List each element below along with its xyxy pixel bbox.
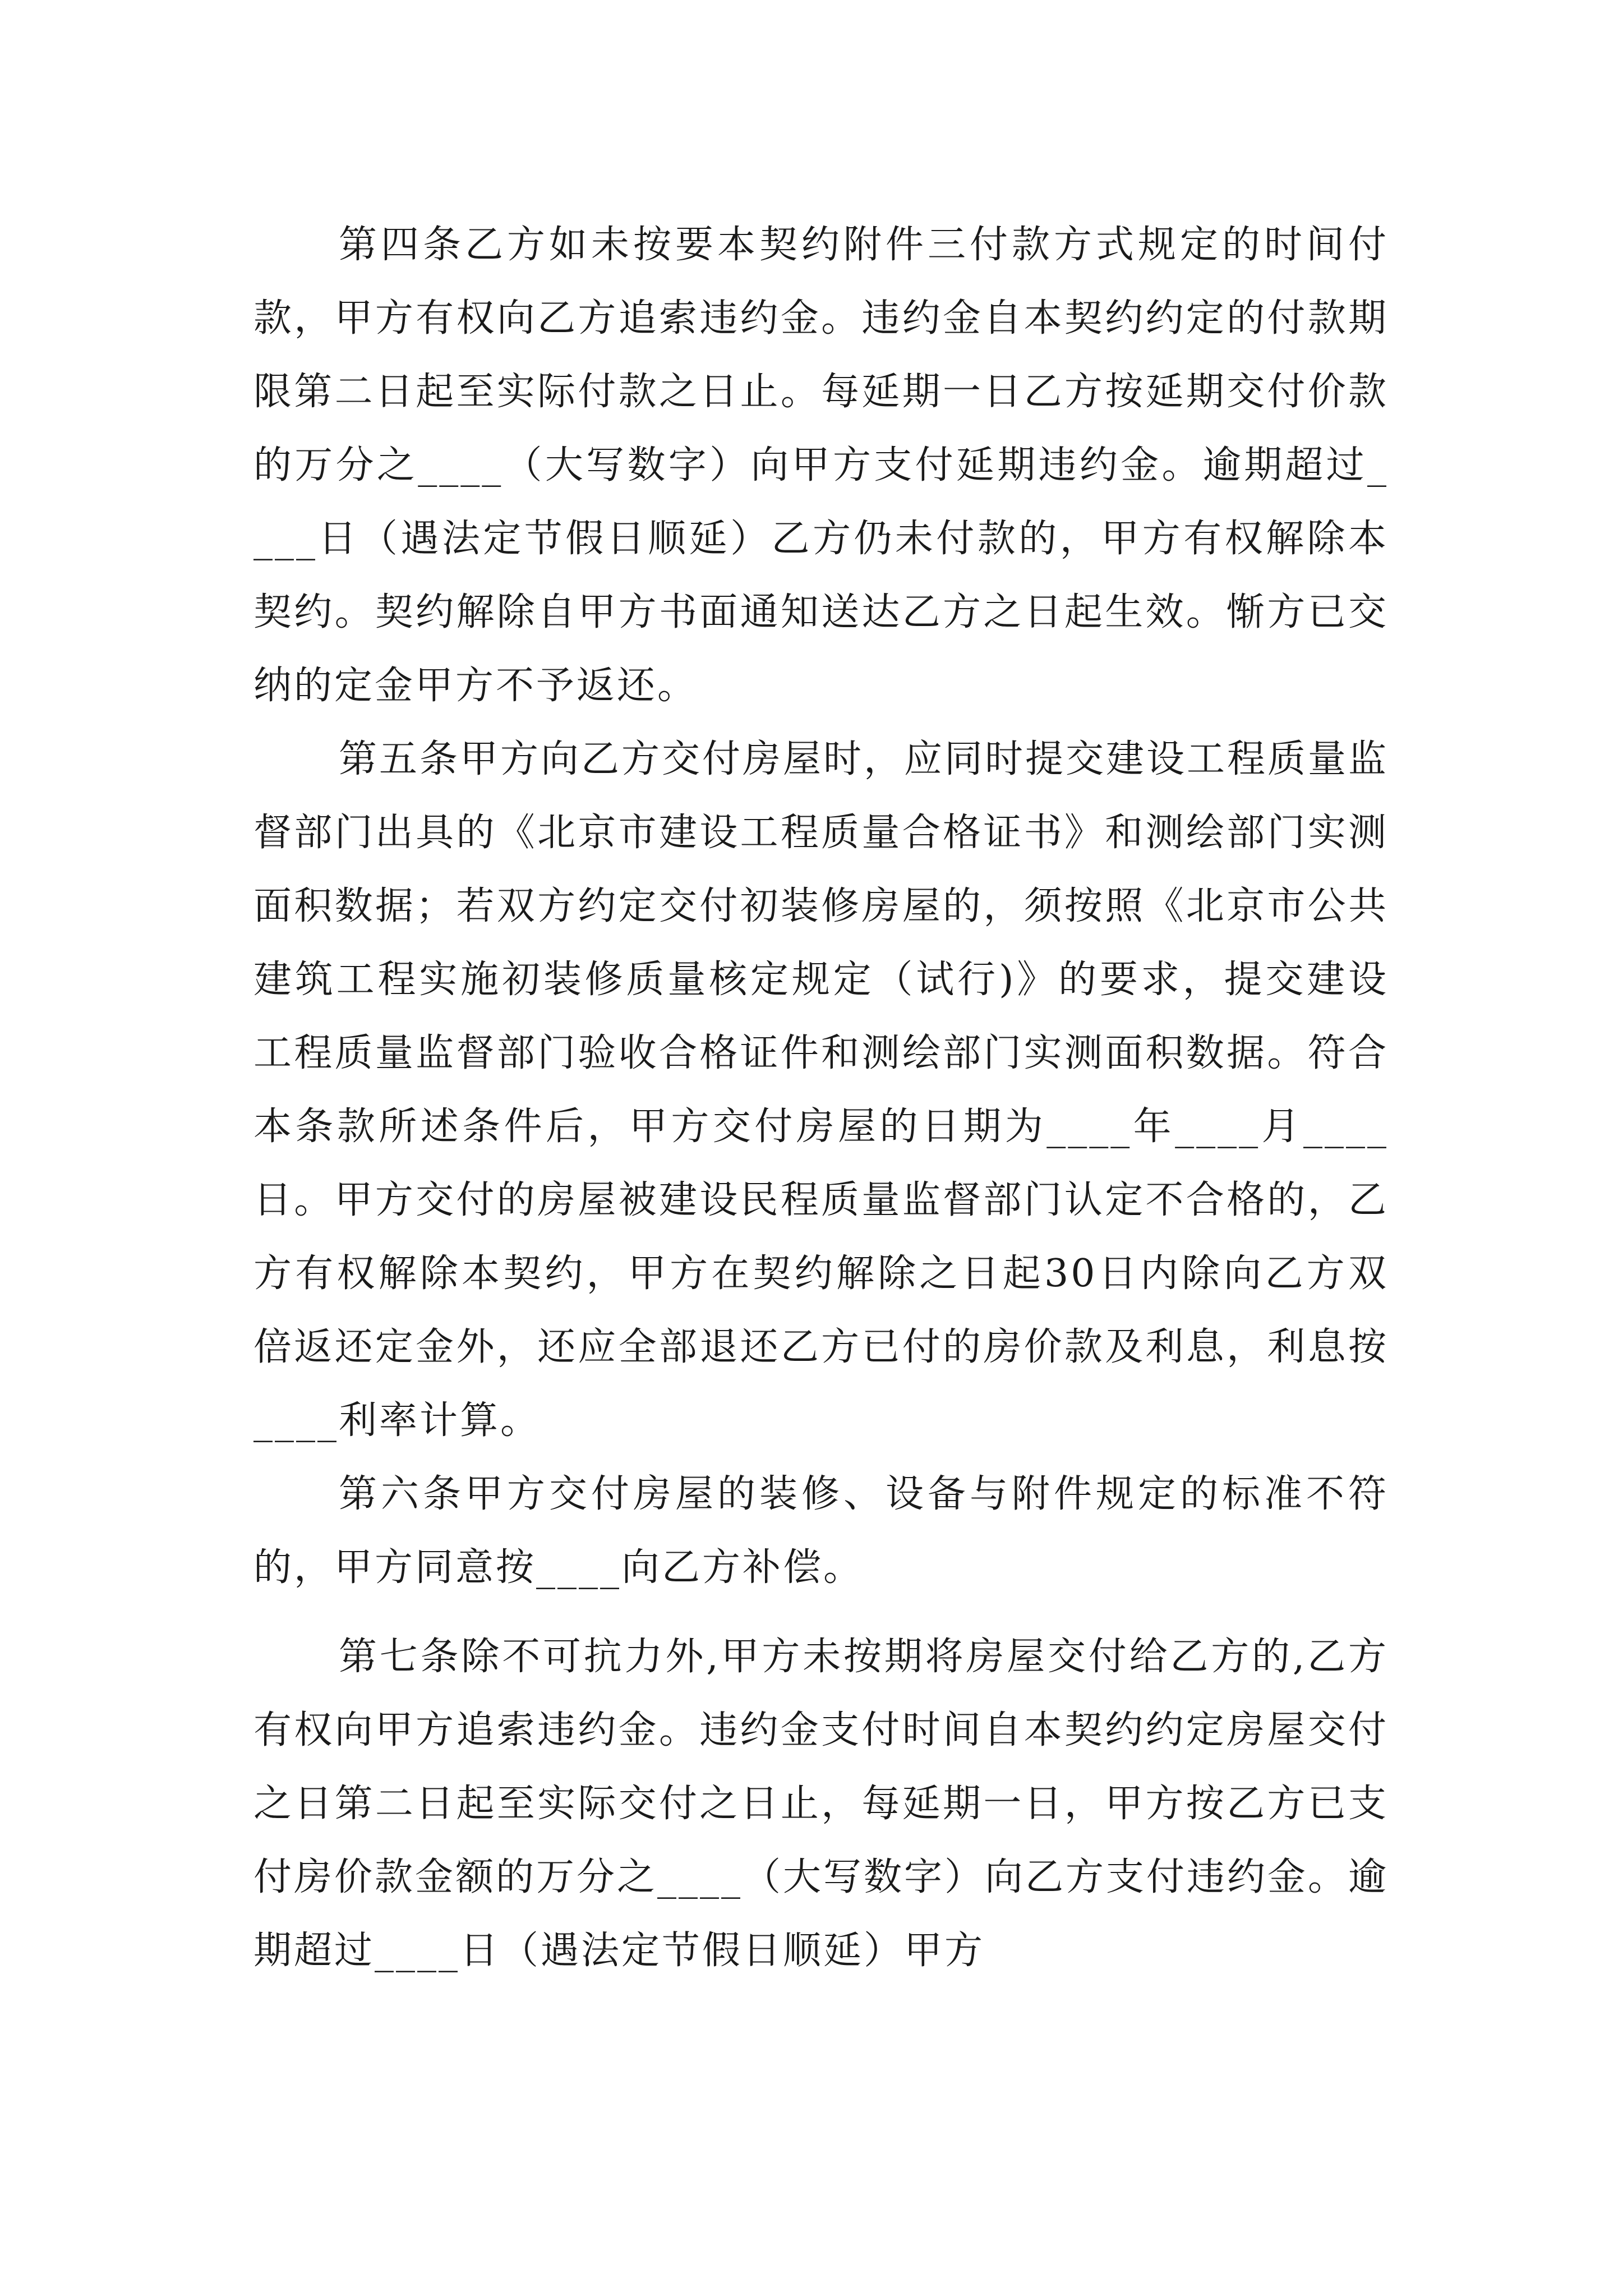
paragraph-article-6: 第六条甲方交付房屋的装修、设备与附件规定的标准不符的，甲方同意按____向乙方补偿。: [253, 1472, 1389, 1590]
paragraph-article-5: 第五条甲方向乙方交付房屋时，应同时提交建设工程质量监督部门出具的《北京市建设工程质量合格证书》和测绘部门实测面积数据；若双方约定交付初装修房屋的，须按照《北京市公共建筑工程实施初装修质量核定规定（试行)》的要求，提交建设工程质量监督部门验收合格证件和测绘部门实测面积数据。符合本条款所述条件后，甲方交付房屋的日期为____年____月____日。甲方交付的房屋被建设民程质量监督部门认定不合格的，乙方有权解除本契约，甲方在契约解除之日起30日内除向乙方双倍返还定金外，还应全部退还乙方已付的房价款及利息，利息按____利率计算。: [253, 737, 1389, 1443]
paragraph-article-7: 第七条除不可抗力外,甲方未按期将房屋交付给乙方的,乙方有权向甲方追索违约金。违约金支付时间自本契约约定房屋交付之日第二日起至实际交付之日止，每延期一日，甲方按乙方已支付房价款金额的万分之____（大写数字）向乙方支付违约金。逾期超过____日（遇法定节假日顺延）甲方: [253, 1635, 1389, 1973]
document-body: [253, 208, 1389, 1987]
paragraph-article-4: 第四条乙方如未按要本契约附件三付款方式规定的时间付款，甲方有权向乙方追索违约金。违约金自本契约约定的付款期限第二日起至实际付款之日止。每延期一日乙方按延期交付价款的万分之____（大写数字）向甲方支付延期违约金。逾期超过____日（遇法定节假日顺延）乙方仍未付款的，甲方有权解除本契约。契约解除自甲方书面通知送达乙方之日起生效。惭方已交纳的定金甲方不予返还。: [253, 223, 1389, 708]
paragraph-spacer: [253, 1604, 1389, 1620]
